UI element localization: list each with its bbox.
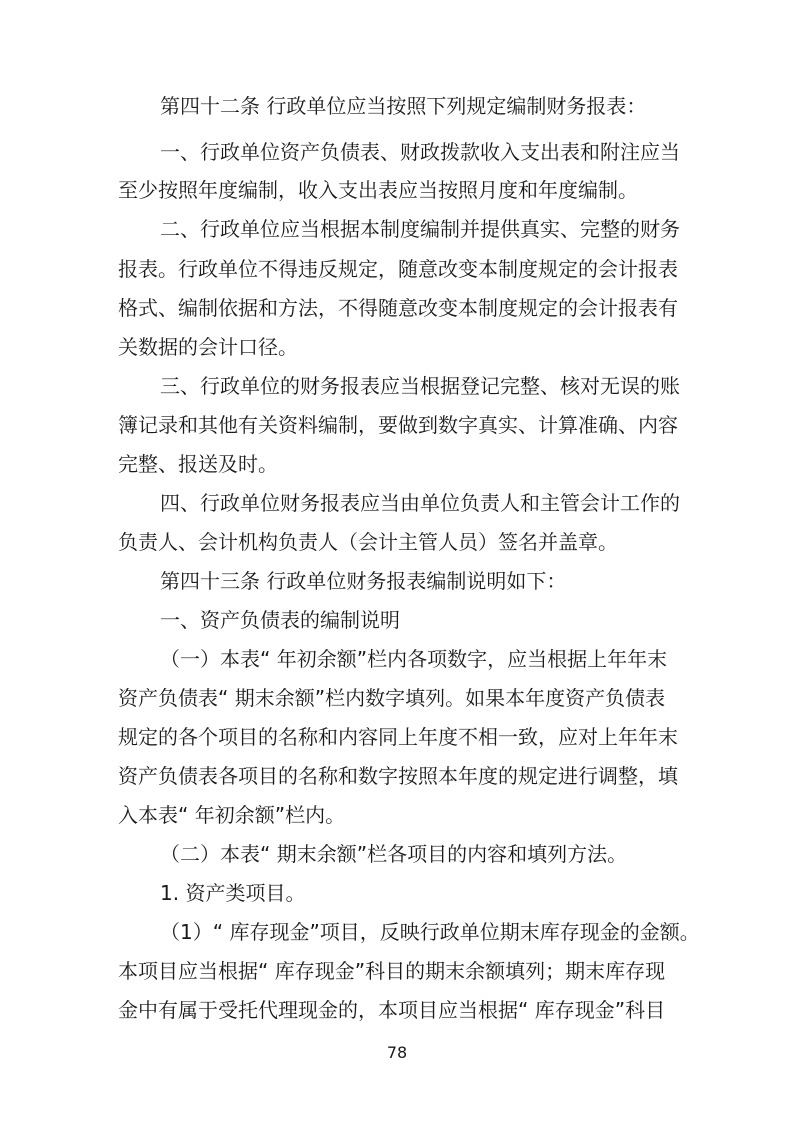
paragraph-line: 关数据的会计口径。: [118, 335, 298, 359]
paragraph-line: 至少按照年度编制，收入支出表应当按照月度和年度编制。: [118, 178, 638, 202]
paragraph-line: 一、行政单位资产负债表、财政拨款收入支出表和附注应当: [160, 140, 680, 164]
paragraph-line: 报表。行政单位不得违反规定，随意改变本制度规定的会计报表: [118, 257, 678, 281]
paragraph-line: 二、行政单位应当根据本制度编制并提供真实、完整的财务: [160, 217, 680, 241]
paragraph-line: 规定的各个项目的名称和内容同上年度不相一致，应对上年年末: [118, 725, 678, 749]
subsection-heading: 1. 资产类项目。: [160, 881, 306, 905]
paragraph-line: 完整、报送及时。: [118, 452, 278, 476]
paragraph-line: （1）“ 库存现金”项目，反映行政单位期末库存现金的金额。: [160, 920, 700, 944]
paragraph-line: 资产负债表“ 期末余额”栏内数字填列。如果本年度资产负债表: [118, 686, 666, 710]
article-43-heading: 第四十三条 行政单位财务报表编制说明如下：: [160, 569, 567, 593]
paragraph-line: （二）本表“ 期末余额”栏各项目的内容和填列方法。: [160, 842, 628, 866]
section-heading: 一、资产负债表的编制说明: [160, 608, 400, 632]
paragraph-line: 入本表“ 年初余额”栏内。: [118, 803, 346, 827]
page-number: 78: [386, 1043, 408, 1062]
paragraph-line: 金中有属于受托代理现金的，本项目应当根据“ 库存现金”科目: [118, 998, 666, 1022]
paragraph-line: 格式、编制依据和方法，不得随意改变本制度规定的会计报表有: [118, 296, 678, 320]
paragraph-line: 四、行政单位财务报表应当由单位负责人和主管会计工作的: [160, 491, 680, 515]
paragraph-line: 三、行政单位的财务报表应当根据登记完整、核对无误的账: [160, 374, 680, 398]
paragraph-line: 资产负债表各项目的名称和数字按照本年度的规定进行调整，填: [118, 764, 678, 788]
article-42-heading: 第四十二条 行政单位应当按照下列规定编制财务报表：: [160, 94, 647, 118]
paragraph-line: 本项目应当根据“ 库存现金”科目的期末余额填列；期末库存现: [118, 959, 666, 983]
paragraph-line: 簿记录和其他有关资料编制，要做到数字真实、计算准确、内容: [118, 413, 678, 437]
paragraph-line: 负责人、会计机构负责人（会计主管人员）签名并盖章。: [118, 530, 618, 554]
paragraph-line: （一）本表“ 年初余额”栏内各项数字，应当根据上年年末: [160, 647, 668, 671]
